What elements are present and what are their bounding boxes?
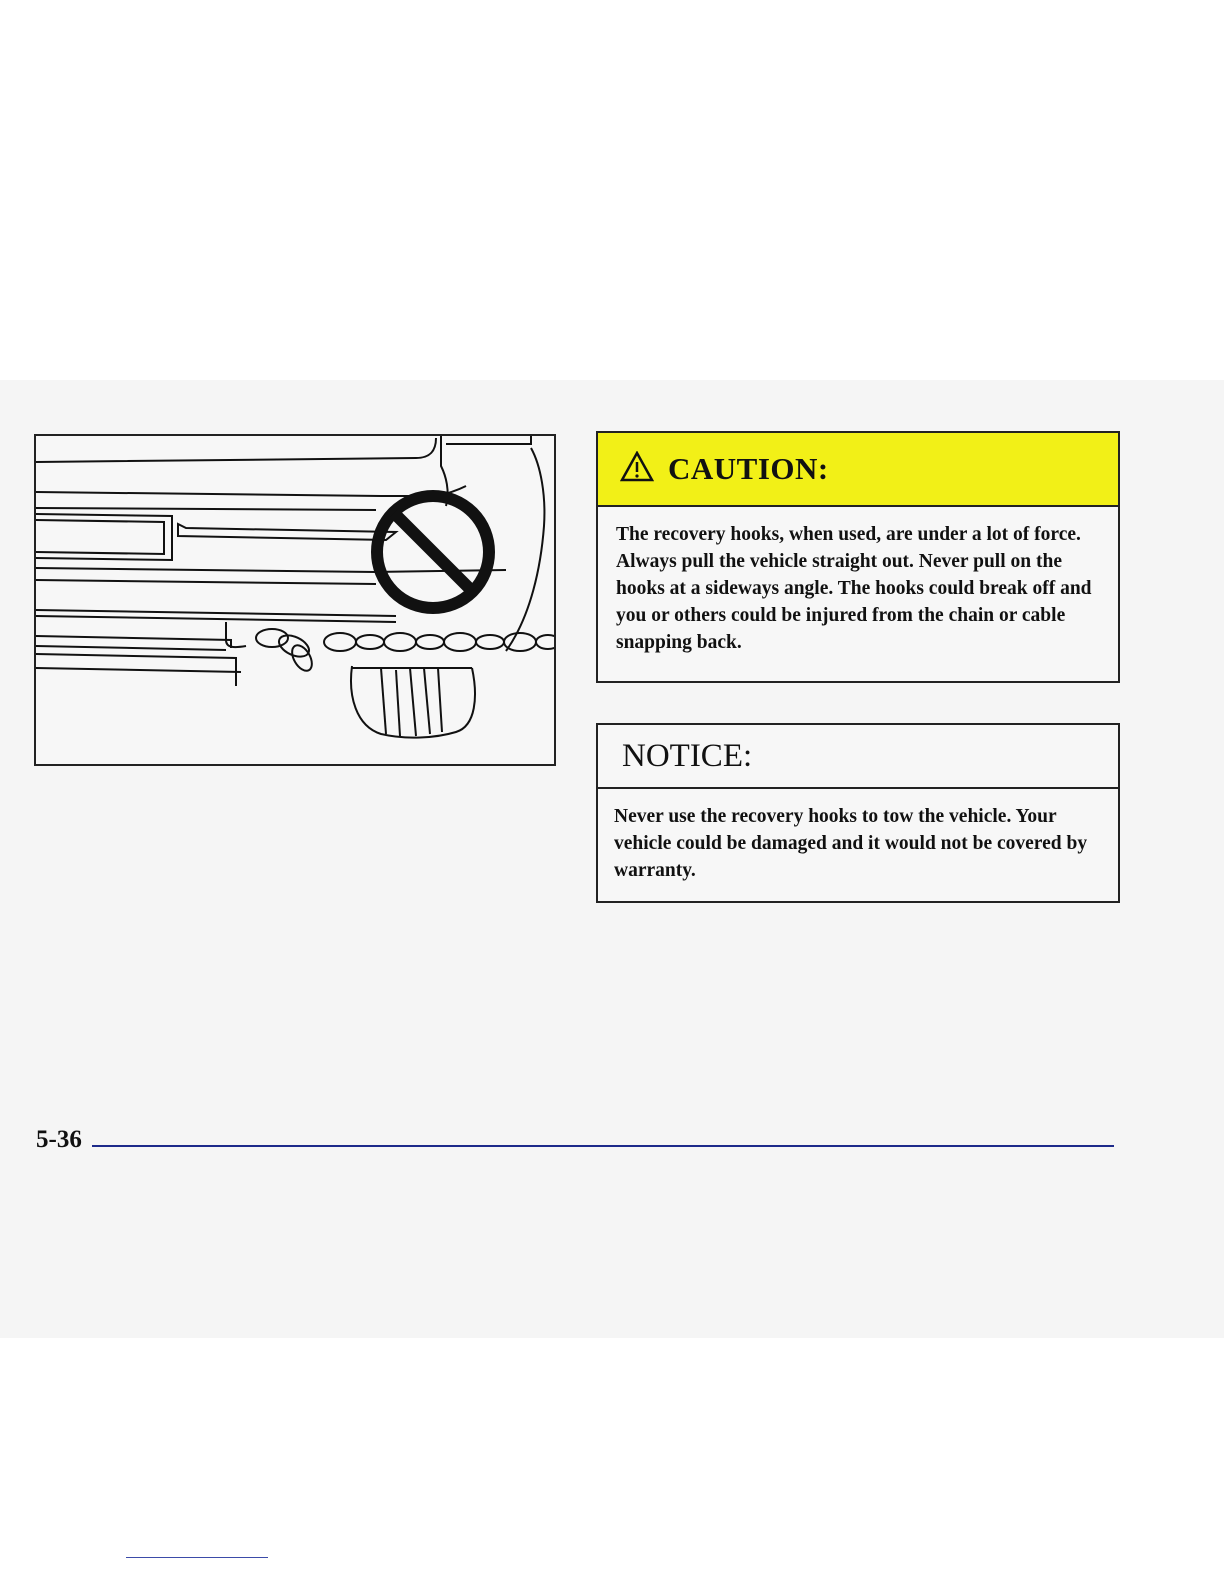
notice-title: NOTICE: (622, 737, 753, 774)
notice-text: Never use the recovery hooks to tow the vehicle. Your vehicle could be damaged and it would not be covered by warranty. (614, 806, 1088, 881)
page-number: 5-36 (36, 1126, 82, 1153)
caution-header (598, 433, 1118, 507)
caution-text: The recovery hooks, when used, are under a lot of force. Always pull the vehicle straight out. Never pull on the hooks at a sideways angle. The hooks could break off and you or others could be injured from the chain or cable snapping back. (616, 524, 1092, 653)
caution-title: CAUTION: (668, 451, 829, 486)
prohibited-icon (377, 496, 489, 608)
notice-box (596, 723, 1120, 903)
bottom-rule (126, 1557, 268, 1558)
recovery-hook-illustration (34, 434, 556, 766)
caution-box (596, 431, 1120, 683)
footer-rule (92, 1145, 1114, 1147)
notice-header (598, 725, 1118, 789)
warning-triangle-icon (620, 451, 654, 487)
